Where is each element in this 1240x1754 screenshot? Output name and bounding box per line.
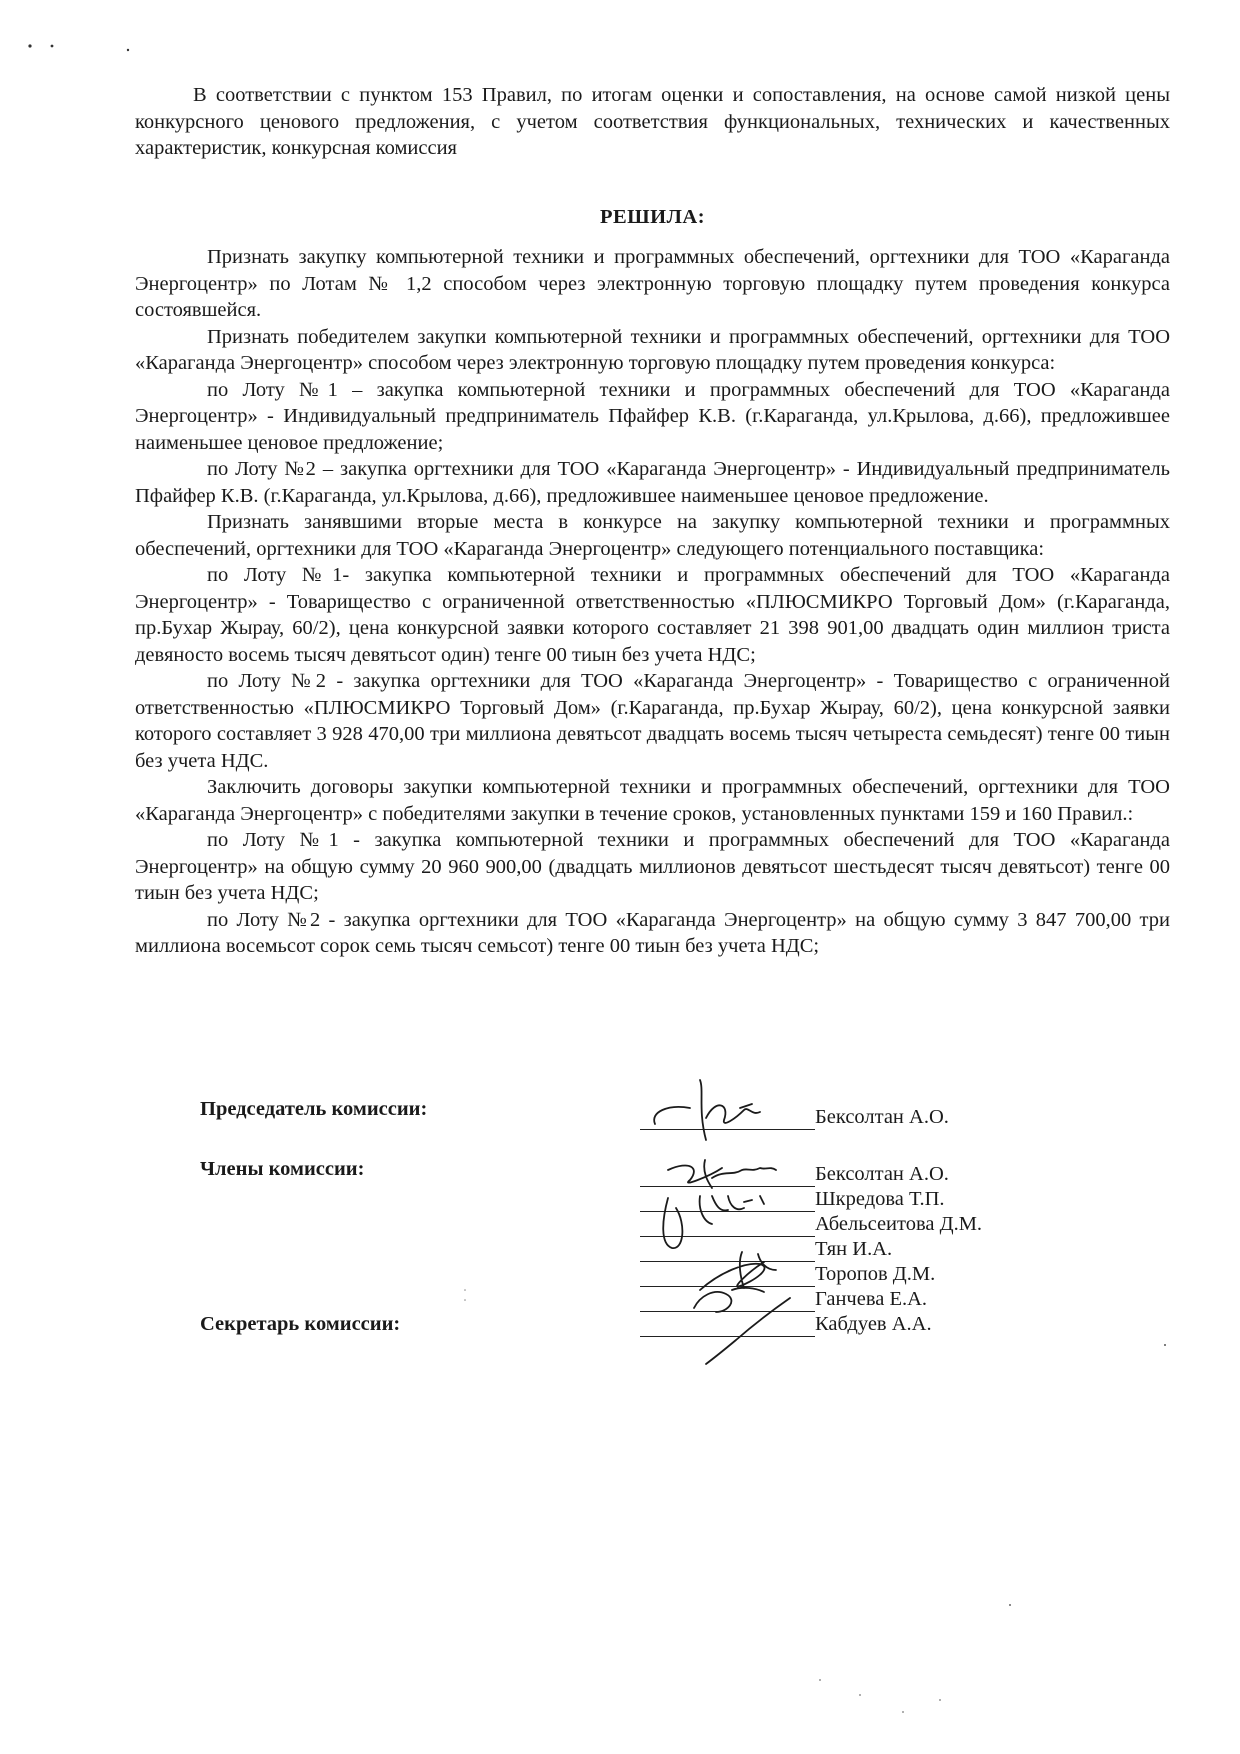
contract-lot-2: по Лоту №2 - закупка оргтехники для ТОО «Караганда Энергоцентр» на общую сумму 3 847 700,00 три миллиона восемьсот сорок семь тысяч семьсот) тенге 00 тиын без учета НДС; (135, 908, 1170, 957)
signature-line (640, 1311, 815, 1312)
secretary-label: Секретарь комиссии: (200, 1313, 401, 1335)
member-name: Шкредова Т.П. (815, 1188, 945, 1210)
decision-paragraph-2: Признать победителем закупки компьютерной техники и программных обеспечений, оргтехники для ТОО «Караганда Энергоцентр» способом через электронную торговую площадку путем проведения конкурса: (135, 325, 1170, 374)
chairman-name: Бексолтан А.О. (815, 1106, 949, 1128)
chairman-label: Председатель комиссии: (200, 1098, 428, 1120)
second-place-lot-2: по Лоту №2 - закупка оргтехники для ТОО «Караганда Энергоцентр» - Товарищество с ограниченной ответственностью «ПЛЮСМИКРО Торговый Дом» (г.Караганда, пр.Бухар Жырау, 60/2), цена конкурсной заявки которого составляет 3 928 470,00 три миллиона девятьсот двадцать восемь тысяч четыреста семьдесят) тенге 00 тиын без учета НДС. (135, 670, 1170, 772)
second-place-lot-1: по Лоту №1- закупка компьютерной техники и программных обеспечений для ТОО «Караганда Энергоцентр» - Товарищество с ограниченной ответственностью «ПЛЮСМИКРО Торговый Дом» (г.Караганда, пр.Бухар Жырау, 60/2), цена конкурсной заявки которого составляет 21 398 901,00 двадцать один миллион триста девяносто восемь тысяч девятьсот один) тенге 00 тиын без учета НДС; (135, 564, 1170, 666)
winner-lot-1: по Лоту №1 – закупка компьютерной техники и программных обеспечений для ТОО «Караганда Энергоцентр» - Индивидуальный предприниматель Пфайфер К.В. (г.Караганда, ул.Крылова, д.66), предложившее наименьшее ценовое предложение; (135, 378, 1170, 454)
contract-lot-1: по Лоту №1 - закупка компьютерной техники и программных обеспечений для ТОО «Караганда Энергоцентр» на общую сумму 20 960 900,00 (двадцать миллионов девятьсот шестьдесят тысяч девятьсот) тенге 00 тиын без учета НДС; (135, 829, 1170, 904)
member-name: Торопов Д.М. (815, 1263, 936, 1285)
signature-line (640, 1336, 815, 1337)
member-name: Абельсеитова Д.М. (815, 1213, 983, 1235)
secretary-name: Кабдуев А.А. (815, 1313, 932, 1335)
member-name: Ганчева Е.А. (815, 1288, 928, 1310)
decision-heading: РЕШИЛА: (599, 205, 706, 228)
member-name: Тян И.А. (815, 1238, 893, 1260)
signature-line (640, 1236, 815, 1237)
signature-line (640, 1186, 815, 1187)
signature-line (640, 1286, 815, 1287)
signature-line (640, 1211, 815, 1212)
signature-line (640, 1261, 815, 1262)
winner-lot-2: по Лоту №2 – закупка оргтехники для ТОО «Караганда Энергоцентр» - Индивидуальный предприниматель Пфайфер К.В. (г.Караганда, ул.Крылова, д.66), предложившее наименьшее ценовое предложение. (135, 458, 1170, 507)
contract-paragraph: Заключить договоры закупки компьютерной техники и программных обеспечений, оргтехники для ТОО «Караганда Энергоцентр» с победителями закупки в течение сроков, установленных пунктами 159 и 160 Правил.: (135, 776, 1170, 825)
signature-line (640, 1129, 815, 1130)
members-label: Члены комиссии: (200, 1158, 365, 1180)
member-name: Бексолтан А.О. (815, 1163, 949, 1185)
intro-paragraph: В соответствии с пунктом 153 Правил, по итогам оценки и сопоставления, на основе самой низкой цены конкурсного ценового предложения, с учетом соответствия функциональных, технических и качественных характеристик, конкурсная комиссия (135, 84, 1170, 159)
decision-paragraph-1: Признать закупку компьютерной техники и программных обеспечений, оргтехники для ТОО «Караганда Энергоцентр» по Лотам № 1,2 способом через электронную торговую площадку путем проведения конкурса состоявшейся. (135, 246, 1170, 321)
second-place-paragraph: Признать занявшими вторые места в конкурсе на закупку компьютерной техники и программных обеспечений, оргтехники для ТОО «Караганда Энергоцентр» следующего потенциального поставщика: (135, 511, 1170, 560)
